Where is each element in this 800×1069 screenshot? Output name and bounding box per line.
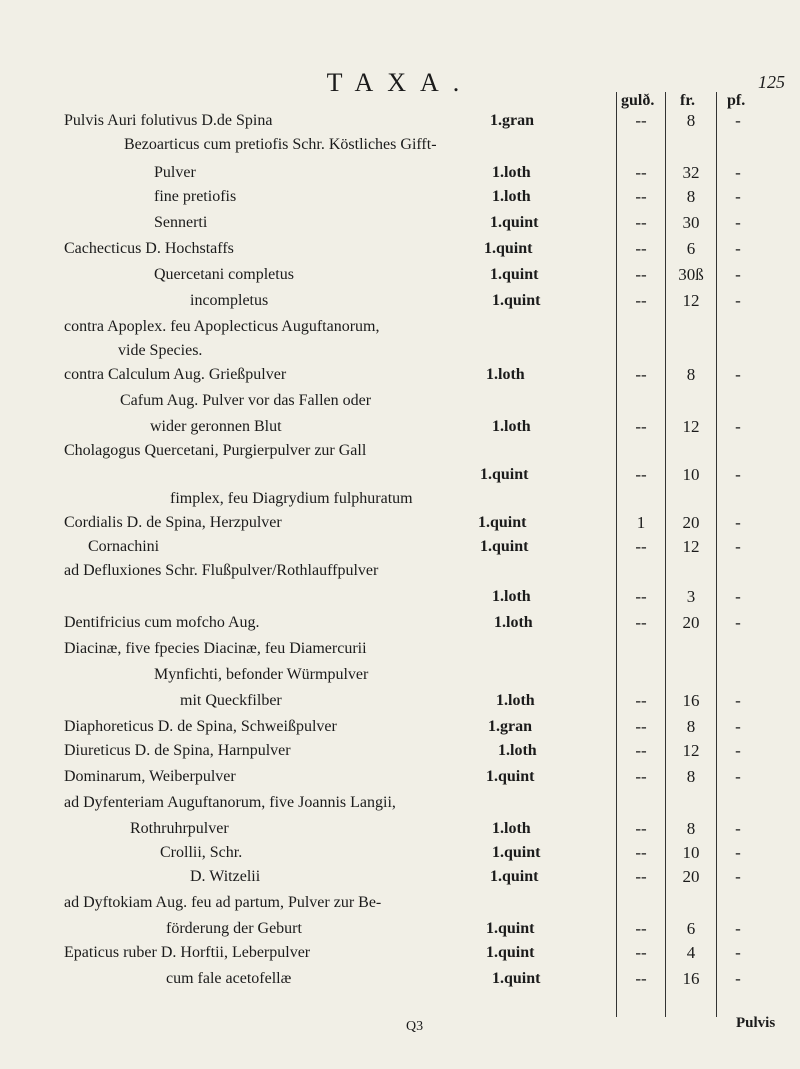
signature-mark: Q3 bbox=[406, 1019, 424, 1034]
table-row bbox=[0, 486, 800, 512]
table-row bbox=[0, 636, 800, 662]
cell-pf: - bbox=[735, 213, 741, 232]
entry-text: fimplex, feu Diagrydium fulphuratum bbox=[170, 490, 413, 507]
cell-gulden: -- bbox=[635, 417, 647, 436]
table-row bbox=[0, 610, 800, 636]
entry-text: Crollii, Schr. bbox=[160, 844, 243, 861]
entry-dose: 1.quint bbox=[490, 214, 539, 231]
entry-text: Cordialis D. de Spina, Herzpulver bbox=[64, 514, 282, 531]
cell-pf: - bbox=[735, 587, 741, 606]
cell-gulden: -- bbox=[635, 819, 647, 838]
cell-gulden: -- bbox=[635, 943, 647, 962]
cell-gulden: -- bbox=[635, 843, 647, 862]
table-row bbox=[0, 940, 800, 966]
table-row bbox=[0, 840, 800, 866]
entry-text: Diureticus D. de Spina, Harnpulver bbox=[64, 742, 291, 759]
entry-dose: 1.loth bbox=[492, 188, 531, 205]
cell-pf: - bbox=[735, 465, 741, 484]
cell-pf: - bbox=[735, 513, 741, 532]
entry-dose: 1.quint bbox=[480, 538, 529, 555]
cell-pf: - bbox=[735, 691, 741, 710]
entry-dose: 1.quint bbox=[492, 970, 541, 987]
cell-gulden: -- bbox=[635, 465, 647, 484]
cell-fr: 8 bbox=[686, 111, 696, 130]
cell-gulden: -- bbox=[635, 239, 647, 258]
cell-fr: 16 bbox=[682, 691, 700, 710]
cell-fr: 20 bbox=[682, 867, 700, 886]
table-row bbox=[0, 816, 800, 842]
entry-dose: 1.quint bbox=[486, 920, 535, 937]
cell-pf: - bbox=[735, 163, 741, 182]
entry-dose: 1.quint bbox=[478, 514, 527, 531]
entry-text: contra Apoplex. feu Apoplecticus Auguftanorum, bbox=[64, 318, 380, 335]
cell-fr: 3 bbox=[686, 587, 696, 606]
cell-gulden: -- bbox=[635, 291, 647, 310]
cell-pf: - bbox=[735, 291, 741, 310]
table-row bbox=[0, 462, 800, 488]
cell-fr: 16 bbox=[682, 969, 700, 988]
entry-text: Rothruhrpulver bbox=[130, 820, 229, 837]
cell-pf: - bbox=[735, 111, 741, 130]
entry-dose: 1.quint bbox=[486, 944, 535, 961]
entry-text: Dominarum, Weiberpulver bbox=[64, 768, 236, 785]
entry-dose: 1.loth bbox=[492, 164, 531, 181]
entry-dose: 1.loth bbox=[492, 418, 531, 435]
page-header-title: TAXA. bbox=[326, 68, 474, 97]
cell-gulden: -- bbox=[635, 613, 647, 632]
entry-text: Sennerti bbox=[154, 214, 208, 231]
cell-fr: 20 bbox=[682, 513, 700, 532]
entry-dose: 1.quint bbox=[492, 292, 541, 309]
entry-text: Dentifricius cum mofcho Aug. bbox=[64, 614, 260, 631]
cell-pf: - bbox=[735, 265, 741, 284]
cell-gulden: -- bbox=[635, 691, 647, 710]
column-header-gulden: gulð. bbox=[621, 92, 655, 109]
table-row bbox=[0, 738, 800, 764]
entry-dose: 1.quint bbox=[492, 844, 541, 861]
cell-fr: 12 bbox=[682, 741, 700, 760]
cell-gulden: -- bbox=[635, 969, 647, 988]
entry-text: Quercetani completus bbox=[154, 266, 294, 283]
entry-dose: 1.loth bbox=[496, 692, 535, 709]
cell-pf: - bbox=[735, 843, 741, 862]
cell-fr: 20 bbox=[682, 613, 700, 632]
entry-text: Bezoarticus cum pretiofis Schr. Köstliches Gifft- bbox=[124, 136, 437, 153]
cell-fr: 32 bbox=[682, 163, 700, 182]
cell-fr: 8 bbox=[686, 767, 696, 786]
table-row bbox=[0, 414, 800, 440]
entry-dose: 1.quint bbox=[484, 240, 533, 257]
entry-text: Cafum Aug. Pulver vor das Fallen oder bbox=[120, 392, 372, 409]
cell-pf: - bbox=[735, 819, 741, 838]
table-row bbox=[0, 890, 800, 916]
entry-text: ad Dyftokiam Aug. feu ad partum, Pulver zur Be- bbox=[64, 894, 382, 911]
table-row bbox=[0, 388, 800, 414]
entry-dose: 1.loth bbox=[492, 588, 531, 605]
table-row bbox=[0, 160, 800, 186]
entry-dose: 1.loth bbox=[494, 614, 533, 631]
entry-dose: 1.gran bbox=[488, 718, 532, 735]
cell-gulden: -- bbox=[635, 265, 647, 284]
table-row bbox=[0, 288, 800, 314]
entry-text: vide Species. bbox=[118, 342, 203, 359]
entry-dose: 1.loth bbox=[486, 366, 525, 383]
cell-gulden: -- bbox=[635, 213, 647, 232]
cell-fr: 6 bbox=[686, 239, 696, 258]
entry-text: mit Queckfilber bbox=[180, 692, 282, 709]
entry-text: Cholagogus Quercetani, Purgierpulver zur Gall bbox=[64, 442, 367, 459]
cell-pf: - bbox=[735, 943, 741, 962]
entry-text: Cachecticus D. Hochstaffs bbox=[64, 240, 234, 257]
cell-fr: 8 bbox=[686, 365, 696, 384]
entry-dose: 1.quint bbox=[486, 768, 535, 785]
entry-text: Pulver bbox=[154, 164, 196, 181]
entry-text: D. Witzelii bbox=[190, 868, 261, 885]
cell-fr: 30ß bbox=[678, 265, 704, 284]
cell-pf: - bbox=[735, 767, 741, 786]
table-row bbox=[0, 558, 800, 584]
cell-fr: 12 bbox=[682, 537, 700, 556]
cell-fr: 10 bbox=[682, 465, 700, 484]
entry-text: ad Defluxiones Schr. Flußpulver/Rothlauffpulver bbox=[64, 562, 379, 579]
entry-dose: 1.quint bbox=[490, 266, 539, 283]
cell-gulden: -- bbox=[635, 717, 647, 736]
cell-gulden: -- bbox=[635, 587, 647, 606]
entry-dose: 1.quint bbox=[490, 868, 539, 885]
cell-pf: - bbox=[735, 537, 741, 556]
cell-pf: - bbox=[735, 969, 741, 988]
table-row bbox=[0, 184, 800, 210]
cell-gulden: -- bbox=[635, 741, 647, 760]
entry-text: wider geronnen Blut bbox=[150, 418, 282, 435]
table-row bbox=[0, 662, 800, 688]
entry-text: Pulvis Auri folutivus D.de Spina bbox=[64, 112, 273, 129]
cell-fr: 8 bbox=[686, 187, 696, 206]
cell-fr: 10 bbox=[682, 843, 700, 862]
cell-gulden: -- bbox=[635, 187, 647, 206]
table-row bbox=[0, 534, 800, 560]
table-row bbox=[0, 966, 800, 992]
table-row bbox=[0, 916, 800, 942]
entry-text: cum fale acetofellæ bbox=[166, 970, 292, 987]
table-row bbox=[0, 262, 800, 288]
catchword: Pulvis bbox=[736, 1015, 776, 1031]
entry-text: Mynfichti, befonder Würmpulver bbox=[154, 666, 369, 683]
entry-text: fine pretiofis bbox=[154, 188, 237, 205]
entry-dose: 1.loth bbox=[498, 742, 537, 759]
table-row bbox=[0, 510, 800, 536]
entry-text: Diacinæ, five fpecies Diacinæ, feu Diamercurii bbox=[64, 640, 367, 657]
entry-text: förderung der Geburt bbox=[166, 920, 302, 937]
table-row bbox=[0, 338, 800, 364]
column-header-fr: fr. bbox=[680, 92, 695, 109]
cell-pf: - bbox=[735, 741, 741, 760]
cell-fr: 4 bbox=[686, 943, 696, 962]
entry-dose: 1.loth bbox=[492, 820, 531, 837]
cell-fr: 12 bbox=[682, 417, 700, 436]
table-row bbox=[0, 864, 800, 890]
cell-pf: - bbox=[735, 239, 741, 258]
cell-pf: - bbox=[735, 365, 741, 384]
entry-dose: 1.quint bbox=[480, 466, 529, 483]
table-row bbox=[0, 714, 800, 740]
cell-gulden: -- bbox=[635, 767, 647, 786]
column-header-pf: pf. bbox=[727, 92, 746, 109]
cell-pf: - bbox=[735, 867, 741, 886]
cell-gulden: -- bbox=[635, 537, 647, 556]
table-row bbox=[0, 132, 800, 158]
table-row bbox=[0, 362, 800, 388]
cell-pf: - bbox=[735, 717, 741, 736]
entry-text: incompletus bbox=[190, 292, 269, 309]
page-number: 125 bbox=[758, 72, 785, 92]
cell-pf: - bbox=[735, 613, 741, 632]
cell-fr: 8 bbox=[686, 819, 696, 838]
table-row bbox=[0, 688, 800, 714]
cell-gulden: 1 bbox=[636, 513, 646, 532]
cell-pf: - bbox=[735, 919, 741, 938]
cell-gulden: -- bbox=[635, 919, 647, 938]
cell-gulden: -- bbox=[635, 365, 647, 384]
cell-fr: 12 bbox=[682, 291, 700, 310]
table-row bbox=[0, 108, 800, 134]
entry-text: Cornachini bbox=[88, 538, 160, 555]
cell-gulden: -- bbox=[635, 111, 647, 130]
entry-text: contra Calculum Aug. Grießpulver bbox=[64, 366, 287, 383]
cell-pf: - bbox=[735, 417, 741, 436]
cell-fr: 30 bbox=[682, 213, 700, 232]
table-row bbox=[0, 314, 800, 340]
entry-text: Diaphoreticus D. de Spina, Schweißpulver bbox=[64, 718, 337, 735]
cell-gulden: -- bbox=[635, 867, 647, 886]
entry-text: ad Dyfenteriam Auguftanorum, five Joannis Langii, bbox=[64, 794, 396, 811]
table-row bbox=[0, 438, 800, 464]
table-row bbox=[0, 236, 800, 262]
cell-fr: 6 bbox=[686, 919, 696, 938]
cell-gulden: -- bbox=[635, 163, 647, 182]
table-row bbox=[0, 790, 800, 816]
entry-text: Epaticus ruber D. Horftii, Leberpulver bbox=[64, 944, 311, 961]
entry-dose: 1.gran bbox=[490, 112, 534, 129]
table-row bbox=[0, 210, 800, 236]
table-row bbox=[0, 584, 800, 610]
cell-pf: - bbox=[735, 187, 741, 206]
table-row bbox=[0, 764, 800, 790]
cell-fr: 8 bbox=[686, 717, 696, 736]
